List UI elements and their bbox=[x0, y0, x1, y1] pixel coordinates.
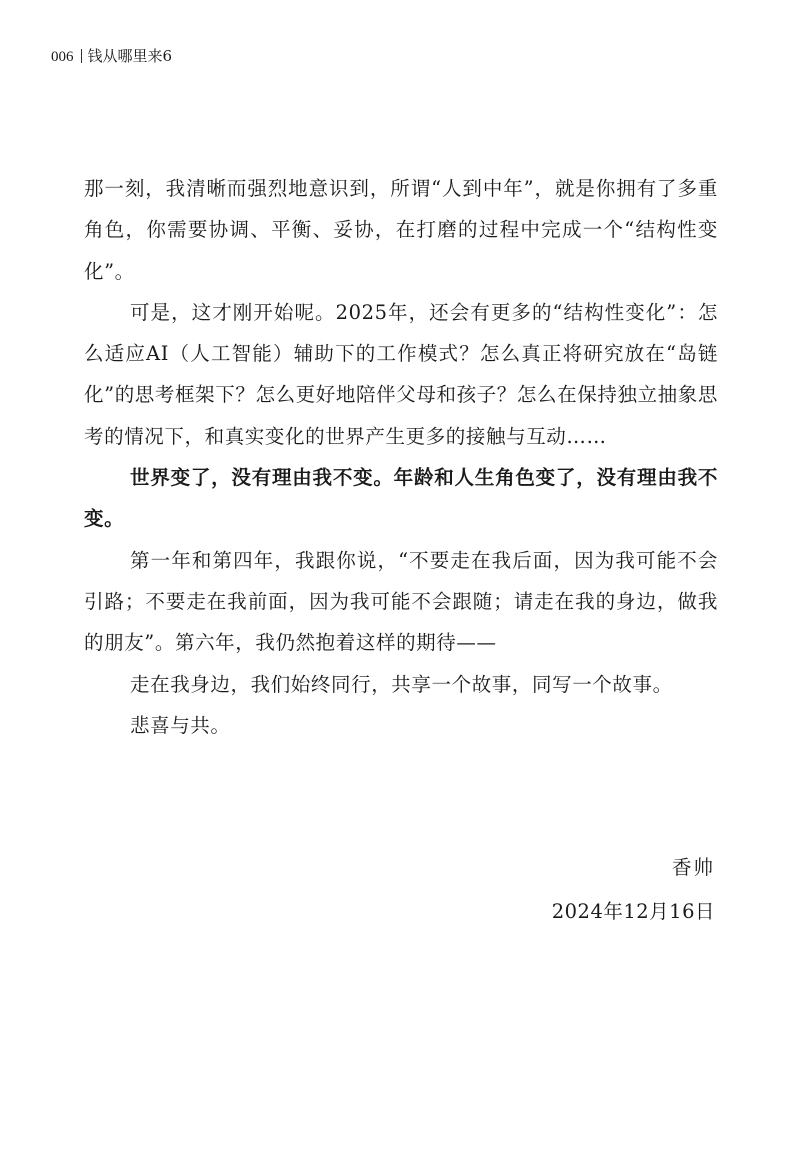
page-number: 006 bbox=[51, 49, 74, 65]
running-header bbox=[51, 45, 172, 68]
signature-date: 2024年12月16日 bbox=[551, 900, 715, 923]
paragraph-middle-age: 那一刻，我清晰而强烈地意识到，所谓“人到中年”，就是你拥有了多重角色，你需要协调、平衡、妥协，在打磨的过程中完成一个“结构性变化”。 bbox=[84, 177, 718, 283]
paragraph-walk-together: 走在我身边，我们始终同行，共享一个故事，同写一个故事。 bbox=[130, 672, 673, 696]
paragraph-walk-beside-me: 第一年和第四年，我跟你说，“不要走在我后面，因为我可能不会引路；不要走在我前面，因为我可能不会跟随；请走在我的身边，做我的朋友”。第六年，我仍然抱着这样的期待—— bbox=[84, 548, 718, 655]
book-title: 钱从哪里来6 bbox=[87, 47, 173, 65]
header-divider bbox=[81, 49, 82, 63]
author-signature: 香帅 bbox=[671, 856, 715, 879]
paragraph-share-joys: 悲喜与共。 bbox=[130, 713, 231, 737]
paragraph-world-changed: 世界变了，没有理由我不变。年龄和人生角色变了，没有理由我不变。 bbox=[84, 466, 718, 531]
paragraph-2025-changes: 可是，这才刚开始呢。2025年，还会有更多的“结构性变化”：怎么适应AI（人工智能）辅助下的工作模式？怎么真正将研究放在“岛链化”的思考框架下？怎么更好地陪伴父母和孩子？怎么在保持独立抽象思考的情况下，和真实变化的世界产生更多的接触与互动…… bbox=[84, 300, 718, 448]
body-text bbox=[84, 168, 718, 746]
